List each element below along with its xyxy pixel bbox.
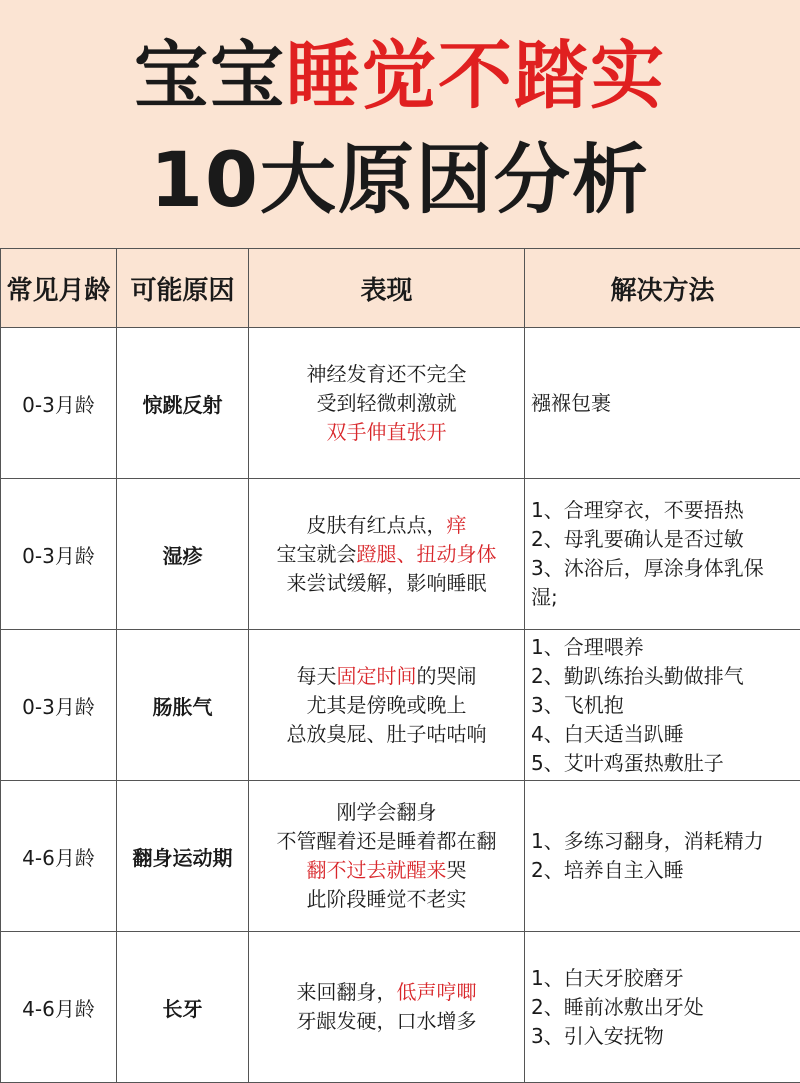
symptom-line bbox=[249, 885, 524, 914]
symptom-line bbox=[249, 978, 524, 1007]
table-row bbox=[1, 479, 800, 630]
row-age: 0-3月龄 bbox=[1, 479, 117, 630]
solution-line: 2、培养自主入睡 bbox=[531, 856, 800, 885]
symptom-text: 尤其是傍晚或晚上 bbox=[307, 693, 467, 717]
symptom-text: 刚学会翻身 bbox=[337, 800, 437, 824]
title-banner bbox=[0, 0, 800, 248]
symptom-text: 每天 bbox=[297, 664, 337, 688]
row-cause: 惊跳反射 bbox=[117, 328, 249, 479]
row-symptom bbox=[249, 781, 525, 932]
row-solution bbox=[525, 932, 800, 1083]
row-age: 0-3月龄 bbox=[1, 328, 117, 479]
row-cause: 长牙 bbox=[117, 932, 249, 1083]
symptom-highlight: 蹬腿、扭动身体 bbox=[357, 542, 497, 566]
solution-line: 1、多练习翻身，消耗精力 bbox=[531, 827, 800, 856]
title-red: 睡觉不踏实 bbox=[286, 33, 666, 119]
title-black: 宝宝 bbox=[134, 33, 286, 119]
symptom-text: 神经发育还不完全 bbox=[307, 362, 467, 386]
symptom-text: 受到轻微刺激就 bbox=[317, 391, 457, 415]
row-solution bbox=[525, 630, 800, 781]
symptom-text: 的哭闹 bbox=[417, 664, 477, 688]
row-symptom bbox=[249, 932, 525, 1083]
symptom-line bbox=[249, 418, 524, 447]
row-solution bbox=[525, 479, 800, 630]
row-cause: 翻身运动期 bbox=[117, 781, 249, 932]
symptom-line bbox=[249, 691, 524, 720]
symptom-text: 哭 bbox=[447, 858, 467, 882]
solution-line: 3、沐浴后，厚涂身体乳保 bbox=[531, 554, 800, 583]
table-row bbox=[1, 328, 800, 479]
solution-line: 3、飞机抱 bbox=[531, 691, 800, 720]
symptom-highlight: 低声哼唧 bbox=[397, 980, 477, 1004]
symptom-highlight: 固定时间 bbox=[337, 664, 417, 688]
solution-line: 2、母乳要确认是否过敏 bbox=[531, 525, 800, 554]
symptom-line bbox=[249, 389, 524, 418]
row-solution bbox=[525, 328, 800, 479]
row-cause: 湿疹 bbox=[117, 479, 249, 630]
symptom-line bbox=[249, 720, 524, 749]
solution-line: 3、引入安抚物 bbox=[531, 1022, 800, 1051]
solution-line: 1、合理穿衣，不要捂热 bbox=[531, 496, 800, 525]
symptom-text: 此阶段睡觉不老实 bbox=[307, 887, 467, 911]
table-row bbox=[1, 781, 800, 932]
table-row bbox=[1, 630, 800, 781]
symptom-text: 来回翻身， bbox=[297, 980, 397, 1004]
causes-table bbox=[0, 248, 800, 1083]
symptom-line bbox=[249, 662, 524, 691]
solution-line: 5、艾叶鸡蛋热敷肚子 bbox=[531, 749, 800, 778]
symptom-line bbox=[249, 360, 524, 389]
row-symptom bbox=[249, 630, 525, 781]
row-symptom bbox=[249, 328, 525, 479]
symptom-line bbox=[249, 511, 524, 540]
solution-line: 2、勤趴练抬头勤做排气 bbox=[531, 662, 800, 691]
row-age: 4-6月龄 bbox=[1, 781, 117, 932]
header-solution: 解决方法 bbox=[525, 249, 800, 328]
symptom-highlight: 翻不过去就醒来 bbox=[307, 858, 447, 882]
row-age: 4-6月龄 bbox=[1, 932, 117, 1083]
symptom-text: 总放臭屁、肚子咕咕响 bbox=[287, 722, 487, 746]
solution-line: 襁褓包裹 bbox=[531, 389, 800, 418]
row-age: 0-3月龄 bbox=[1, 630, 117, 781]
symptom-line bbox=[249, 540, 524, 569]
symptom-text: 皮肤有红点点， bbox=[307, 513, 447, 537]
symptom-line bbox=[249, 1007, 524, 1036]
solution-line: 2、睡前冰敷出牙处 bbox=[531, 993, 800, 1022]
solution-line: 湿; bbox=[531, 583, 800, 612]
row-symptom bbox=[249, 479, 525, 630]
row-cause: 肠胀气 bbox=[117, 630, 249, 781]
solution-line: 1、合理喂养 bbox=[531, 633, 800, 662]
page-title bbox=[0, 28, 800, 124]
solution-line: 1、白天牙胶磨牙 bbox=[531, 964, 800, 993]
symptom-line bbox=[249, 569, 524, 598]
header-cause: 可能原因 bbox=[117, 249, 249, 328]
header-age: 常见月龄 bbox=[1, 249, 117, 328]
page-subtitle: 10大原因分析 bbox=[0, 130, 800, 230]
table-row bbox=[1, 932, 800, 1083]
symptom-text: 来尝试缓解，影响睡眠 bbox=[287, 571, 487, 595]
symptom-highlight: 痒 bbox=[447, 513, 467, 537]
solution-line: 4、白天适当趴睡 bbox=[531, 720, 800, 749]
row-solution bbox=[525, 781, 800, 932]
symptom-line bbox=[249, 798, 524, 827]
symptom-text: 不管醒着还是睡着都在翻 bbox=[277, 829, 497, 853]
symptom-text: 牙龈发硬，口水增多 bbox=[297, 1009, 477, 1033]
table-header-row bbox=[1, 249, 800, 328]
symptom-line bbox=[249, 856, 524, 885]
symptom-highlight: 双手伸直张开 bbox=[327, 420, 447, 444]
symptom-text: 宝宝就会 bbox=[277, 542, 357, 566]
header-symptom: 表现 bbox=[249, 249, 525, 328]
symptom-line bbox=[249, 827, 524, 856]
